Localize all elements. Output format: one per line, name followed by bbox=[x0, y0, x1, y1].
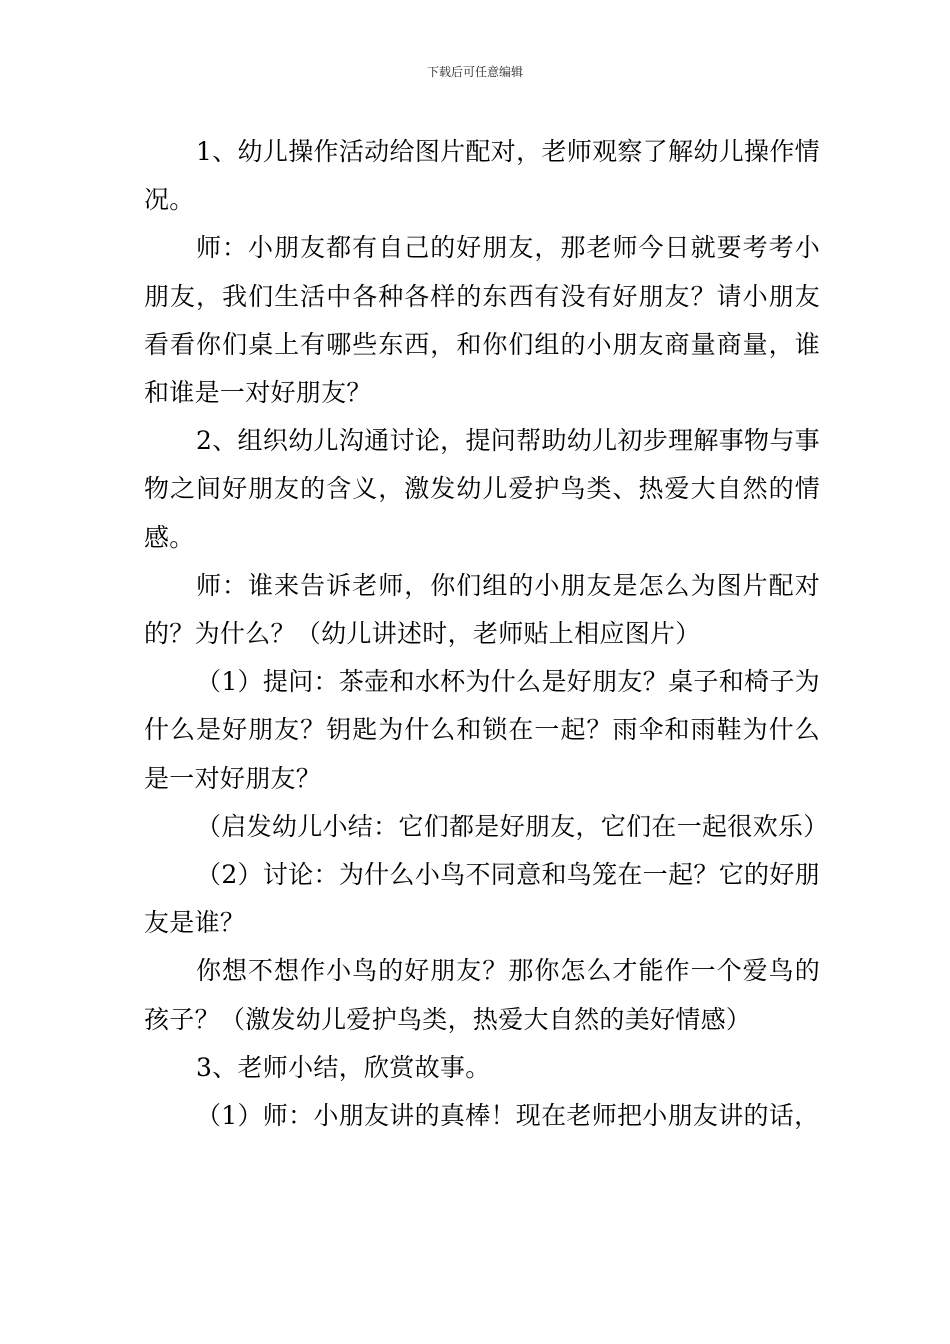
page-header: 下载后可任意编辑 bbox=[426, 65, 523, 79]
paragraph-3: 2、组织幼儿沟通讨论，提问帮助幼儿初步理解事物与事物之间好朋友的含义，激发幼儿爱护鸟类、热爱大自然的情感。 bbox=[144, 426, 820, 552]
paragraph-7: （2）讨论：为什么小鸟不同意和鸟笼在一起？它的好朋友是谁？ bbox=[144, 860, 820, 938]
document-body bbox=[144, 128, 829, 1140]
paragraph-10: （1）师：小朋友讲的真棒！现在老师把小朋友讲的话， bbox=[196, 1101, 820, 1131]
paragraph-5: （1）提问：茶壶和水杯为什么是好朋友？桌子和椅子为什么是好朋友？钥匙为什么和锁在一起？雨伞和雨鞋为什么是一对好朋友？ bbox=[144, 667, 820, 793]
paragraph-9: 3、老师小结，欣赏故事。 bbox=[196, 1052, 491, 1082]
paragraph-1: 1、幼儿操作活动给图片配对，老师观察了解幼儿操作情况。 bbox=[144, 137, 820, 215]
paragraph-8: 你想不想作小鸟的好朋友？那你怎么才能作一个爱鸟的孩子？（激发幼儿爱护鸟类，热爱大自然的美好情感） bbox=[144, 956, 820, 1034]
paragraph-6: （启发幼儿小结：它们都是好朋友，它们在一起很欢乐） bbox=[196, 811, 829, 841]
paragraph-2: 师：小朋友都有自己的好朋友，那老师今日就要考考小朋友，我们生活中各种各样的东西有没有好朋友？请小朋友看看你们桌上有哪些东西，和你们组的小朋友商量商量，谁和谁是一对好朋友？ bbox=[144, 233, 820, 408]
paragraph-4: 师：谁来告诉老师，你们组的小朋友是怎么为图片配对的？为什么？（幼儿讲述时，老师贴上相应图片） bbox=[144, 570, 820, 649]
